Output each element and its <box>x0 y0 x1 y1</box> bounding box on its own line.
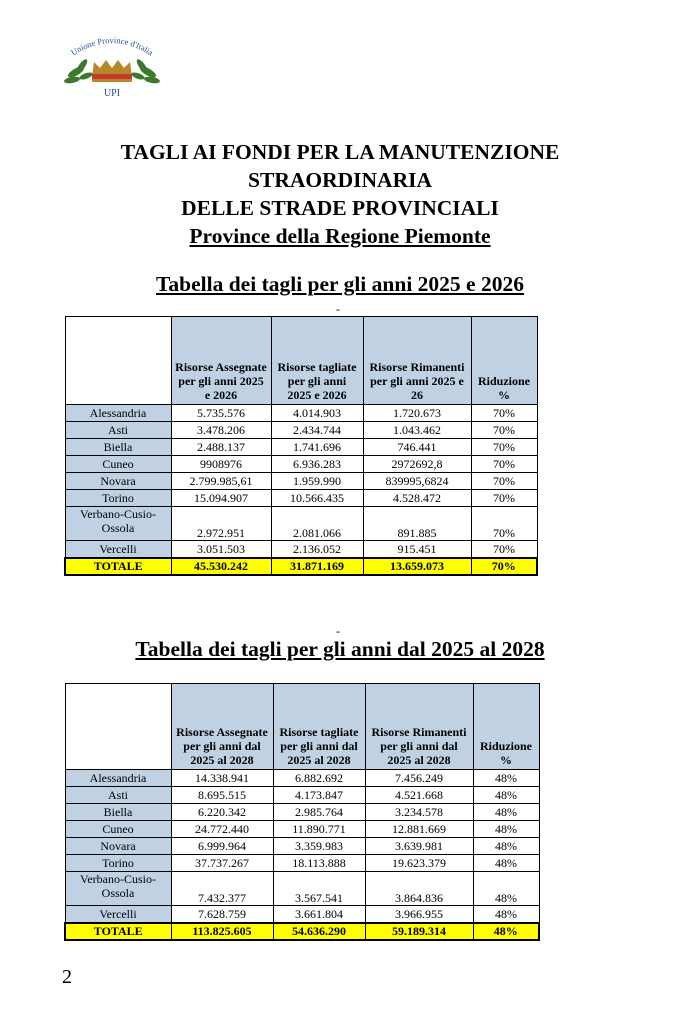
reduction-value: 70% <box>471 439 537 456</box>
total-row <box>65 923 539 940</box>
cut-value: 3.661.804 <box>273 906 365 923</box>
assigned-value: 15.094.907 <box>171 490 271 507</box>
province-name: Torino <box>65 855 171 872</box>
svg-text:Unione Province d'Italia <box>69 35 155 58</box>
page-number: 2 <box>62 966 72 988</box>
assigned-value: 7.628.759 <box>171 906 273 923</box>
reduction-value: 48% <box>473 770 539 787</box>
table-row <box>65 490 537 507</box>
cut-value: 4.014.903 <box>271 405 363 422</box>
total-remaining: 59.189.314 <box>365 923 473 940</box>
table-1-header-cut: Risorse tagliate per gli anni 2025 e 2026 <box>271 317 363 405</box>
province-name: Biella <box>65 804 171 821</box>
table-row <box>65 507 537 541</box>
table-2-header-remaining: Risorse Rimanenti per gli anni dal 2025 al 2028 <box>365 684 473 770</box>
cut-value: 18.113.888 <box>273 855 365 872</box>
remaining-value: 4.528.472 <box>363 490 471 507</box>
total-assigned: 45.530.242 <box>171 558 271 575</box>
table-2 <box>64 683 540 941</box>
remaining-value: 1.720.673 <box>363 405 471 422</box>
table-1-header-assigned: Risorse Assegnate per gli anni 2025 e 2026 <box>171 317 271 405</box>
table-2-header-cut: Risorse tagliate per gli anni dal 2025 al 2028 <box>273 684 365 770</box>
table-row <box>65 473 537 490</box>
total-cut: 54.636.290 <box>273 923 365 940</box>
reduction-value: 48% <box>473 872 539 906</box>
reduction-value: 48% <box>473 855 539 872</box>
document-title <box>0 138 680 250</box>
table-row <box>65 422 537 439</box>
cut-value: 2.985.764 <box>273 804 365 821</box>
table-row <box>65 439 537 456</box>
remaining-value: 746.441 <box>363 439 471 456</box>
table-1-title: Tabella dei tagli per gli anni 2025 e 2026 <box>156 272 524 296</box>
table-row <box>65 906 539 923</box>
total-label: TOTALE <box>65 558 171 575</box>
table-row <box>65 541 537 558</box>
province-name: Vercelli <box>65 541 171 558</box>
table-row <box>65 456 537 473</box>
cut-value: 4.173.847 <box>273 787 365 804</box>
reduction-value: 48% <box>473 787 539 804</box>
remaining-value: 19.623.379 <box>365 855 473 872</box>
province-name: Alessandria <box>65 770 171 787</box>
remaining-value: 2972692,8 <box>363 456 471 473</box>
cut-value: 6.882.692 <box>273 770 365 787</box>
cut-value: 2.081.066 <box>271 507 363 541</box>
remaining-value: 7.456.249 <box>365 770 473 787</box>
cut-value: 2.434.744 <box>271 422 363 439</box>
assigned-value: 9908976 <box>171 456 271 473</box>
reduction-value: 70% <box>471 473 537 490</box>
table-2-dash: - <box>336 624 340 638</box>
table-row <box>65 787 539 804</box>
table-row <box>65 838 539 855</box>
table-row <box>65 821 539 838</box>
assigned-value: 6.999.964 <box>171 838 273 855</box>
table-row <box>65 770 539 787</box>
province-name: Torino <box>65 490 171 507</box>
reduction-value: 70% <box>471 405 537 422</box>
remaining-value: 3.966.955 <box>365 906 473 923</box>
province-name: Cuneo <box>65 456 171 473</box>
remaining-value: 4.521.668 <box>365 787 473 804</box>
province-name: Asti <box>65 787 171 804</box>
assigned-value: 2.799.985,61 <box>171 473 271 490</box>
cut-value: 1.741.696 <box>271 439 363 456</box>
remaining-value: 839995,6824 <box>363 473 471 490</box>
assigned-value: 7.432.377 <box>171 872 273 906</box>
cut-value: 2.136.052 <box>271 541 363 558</box>
table-row <box>65 405 537 422</box>
province-name: Asti <box>65 422 171 439</box>
table-1 <box>64 316 538 576</box>
cut-value: 1.959.990 <box>271 473 363 490</box>
table-1-header-corner <box>65 317 171 405</box>
logo-abbr: UPI <box>103 88 121 99</box>
assigned-value: 8.695.515 <box>171 787 273 804</box>
logo-arc-text: Unione Province d'Italia <box>69 34 156 58</box>
title-line-2: STRAORDINARIA <box>248 168 432 192</box>
title-line-1: TAGLI AI FONDI PER LA MANUTENZIONE <box>120 140 560 164</box>
total-label: TOTALE <box>65 923 171 940</box>
table-row <box>65 872 539 906</box>
total-cut: 31.871.169 <box>271 558 363 575</box>
cut-value: 11.890.771 <box>273 821 365 838</box>
reduction-value: 48% <box>473 804 539 821</box>
reduction-value: 70% <box>471 541 537 558</box>
cut-value: 6.936.283 <box>271 456 363 473</box>
province-name: Novara <box>65 473 171 490</box>
total-assigned: 113.825.605 <box>171 923 273 940</box>
table-2-header-reduction: Riduzione % <box>473 684 539 770</box>
cut-value: 10.566.435 <box>271 490 363 507</box>
table-row <box>65 855 539 872</box>
province-name: Novara <box>65 838 171 855</box>
table-1-header-remaining: Risorse Rimanenti per gli anni 2025 e 26 <box>363 317 471 405</box>
remaining-value: 1.043.462 <box>363 422 471 439</box>
province-name: Cuneo <box>65 821 171 838</box>
remaining-value: 12.881.669 <box>365 821 473 838</box>
table-1-dash: - <box>336 302 340 316</box>
cut-value: 3.567.541 <box>273 872 365 906</box>
assigned-value: 3.478.206 <box>171 422 271 439</box>
table-2-title: Tabella dei tagli per gli anni dal 2025 al 2028 <box>135 637 545 661</box>
remaining-value: 3.234.578 <box>365 804 473 821</box>
remaining-value: 3.864.836 <box>365 872 473 906</box>
table-2-header-assigned: Risorse Assegnate per gli anni dal 2025 al 2028 <box>171 684 273 770</box>
assigned-value: 37.737.267 <box>171 855 273 872</box>
table-row <box>65 804 539 821</box>
reduction-value: 48% <box>473 821 539 838</box>
reduction-value: 70% <box>471 456 537 473</box>
assigned-value: 2.972.951 <box>171 507 271 541</box>
total-reduction: 48% <box>473 923 539 940</box>
assigned-value: 14.338.941 <box>171 770 273 787</box>
remaining-value: 3.639.981 <box>365 838 473 855</box>
upi-emblem-icon <box>62 28 162 100</box>
remaining-value: 891.885 <box>363 507 471 541</box>
total-remaining: 13.659.073 <box>363 558 471 575</box>
total-reduction: 70% <box>471 558 537 575</box>
table-2-header-corner <box>65 684 171 770</box>
province-name: Alessandria <box>65 405 171 422</box>
reduction-value: 70% <box>471 507 537 541</box>
assigned-value: 6.220.342 <box>171 804 273 821</box>
assigned-value: 3.051.503 <box>171 541 271 558</box>
province-name: Biella <box>65 439 171 456</box>
assigned-value: 5.735.576 <box>171 405 271 422</box>
reduction-value: 48% <box>473 906 539 923</box>
reduction-value: 70% <box>471 490 537 507</box>
title-line-3: DELLE STRADE PROVINCIALI <box>181 196 499 220</box>
reduction-value: 48% <box>473 838 539 855</box>
assigned-value: 2.488.137 <box>171 439 271 456</box>
reduction-value: 70% <box>471 422 537 439</box>
table-1-header-reduction: Riduzione % <box>471 317 537 405</box>
province-name: Vercelli <box>65 906 171 923</box>
total-row <box>65 558 537 575</box>
province-name: Verbano-Cusio-Ossola <box>65 507 171 541</box>
cut-value: 3.359.983 <box>273 838 365 855</box>
remaining-value: 915.451 <box>363 541 471 558</box>
document-subtitle: Province della Regione Piemonte <box>189 224 491 248</box>
upi-logo <box>62 28 162 100</box>
assigned-value: 24.772.440 <box>171 821 273 838</box>
province-name: Verbano-Cusio-Ossola <box>65 872 171 906</box>
